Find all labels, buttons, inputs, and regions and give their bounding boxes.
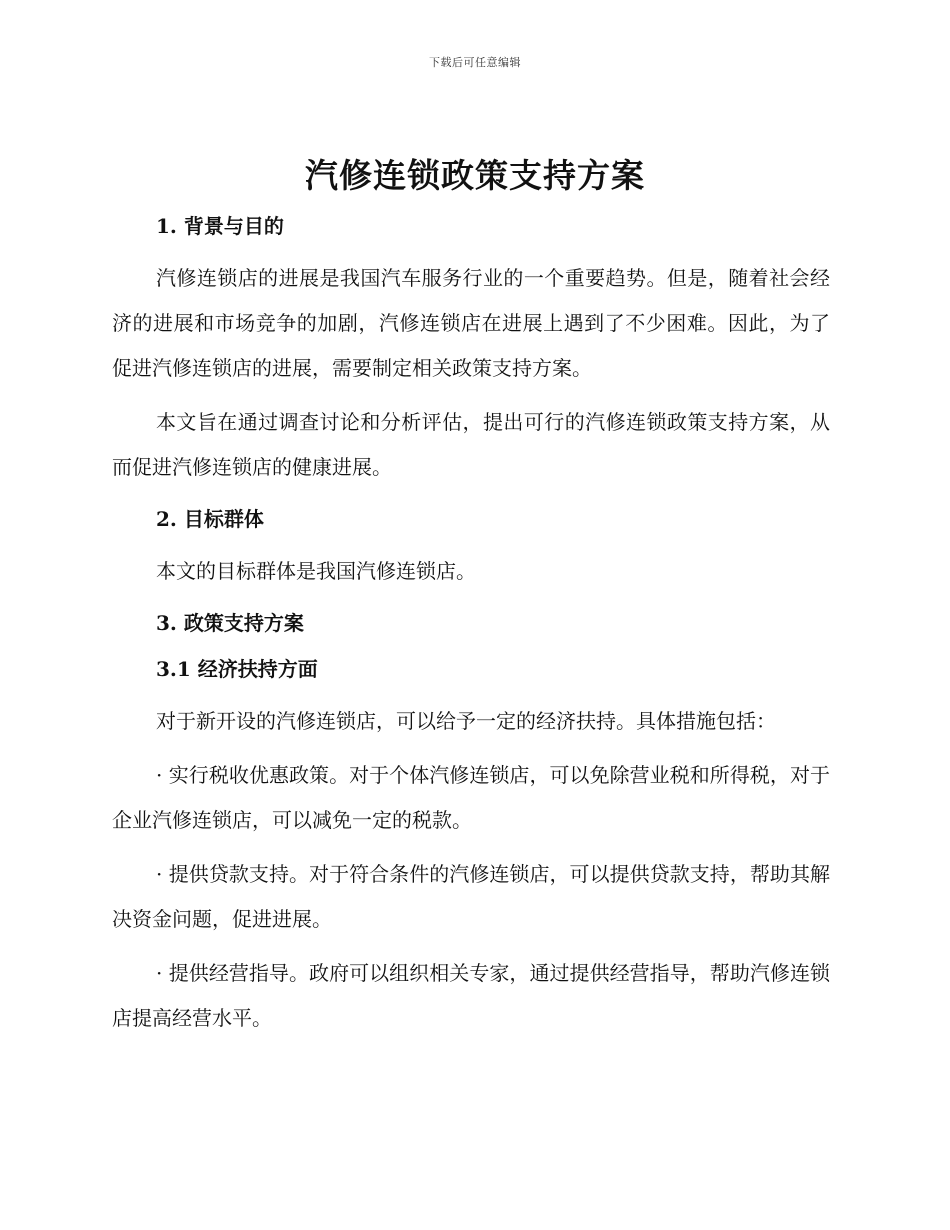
- paragraph-background: 汽修连锁店的进展是我国汽车服务行业的一个重要趋势。但是，随着社会经济的进展和市场竞争的加剧，汽修连锁店在进展上遇到了不少困难。因此，为了促进汽修连锁店的进展，需要制定相关政策支持方案。: [112, 266, 830, 380]
- bullet-tax-incentive: · 实行税收优惠政策。对于个体汽修连锁店，可以免除营业税和所得税，对于企业汽修连锁店，可以减免一定的税款。: [112, 763, 830, 832]
- paragraph-purpose: 本文旨在通过调查讨论和分析评估，提出可行的汽修连锁政策支持方案，从而促进汽修连锁店的健康进展。: [112, 410, 830, 479]
- section-heading-target-group: 2. 目标群体: [156, 507, 264, 531]
- page-header-note: 下载后可任意编辑: [429, 56, 521, 69]
- bullet-business-guidance: · 提供经营指导。政府可以组织相关专家，通过提供经营指导，帮助汽修连锁店提高经营水平。: [112, 961, 830, 1030]
- paragraph-economic-support-intro: 对于新开设的汽修连锁店，可以给予一定的经济扶持。具体措施包括：: [156, 709, 776, 733]
- bullet-loan-support: · 提供贷款支持。对于符合条件的汽修连锁店，可以提供贷款支持，帮助其解决资金问题，促进进展。: [112, 862, 830, 931]
- document-body: [112, 200, 830, 1050]
- section-heading-policy-plan: 3. 政策支持方案: [156, 611, 304, 635]
- paragraph-target-group: 本文的目标群体是我国汽修连锁店。: [156, 559, 476, 583]
- section-heading-background: 1. 背景与目的: [156, 214, 284, 238]
- document-title: 汽修连锁政策支持方案: [305, 156, 645, 195]
- subsection-heading-economic-support: 3.1 经济扶持方面: [156, 657, 318, 681]
